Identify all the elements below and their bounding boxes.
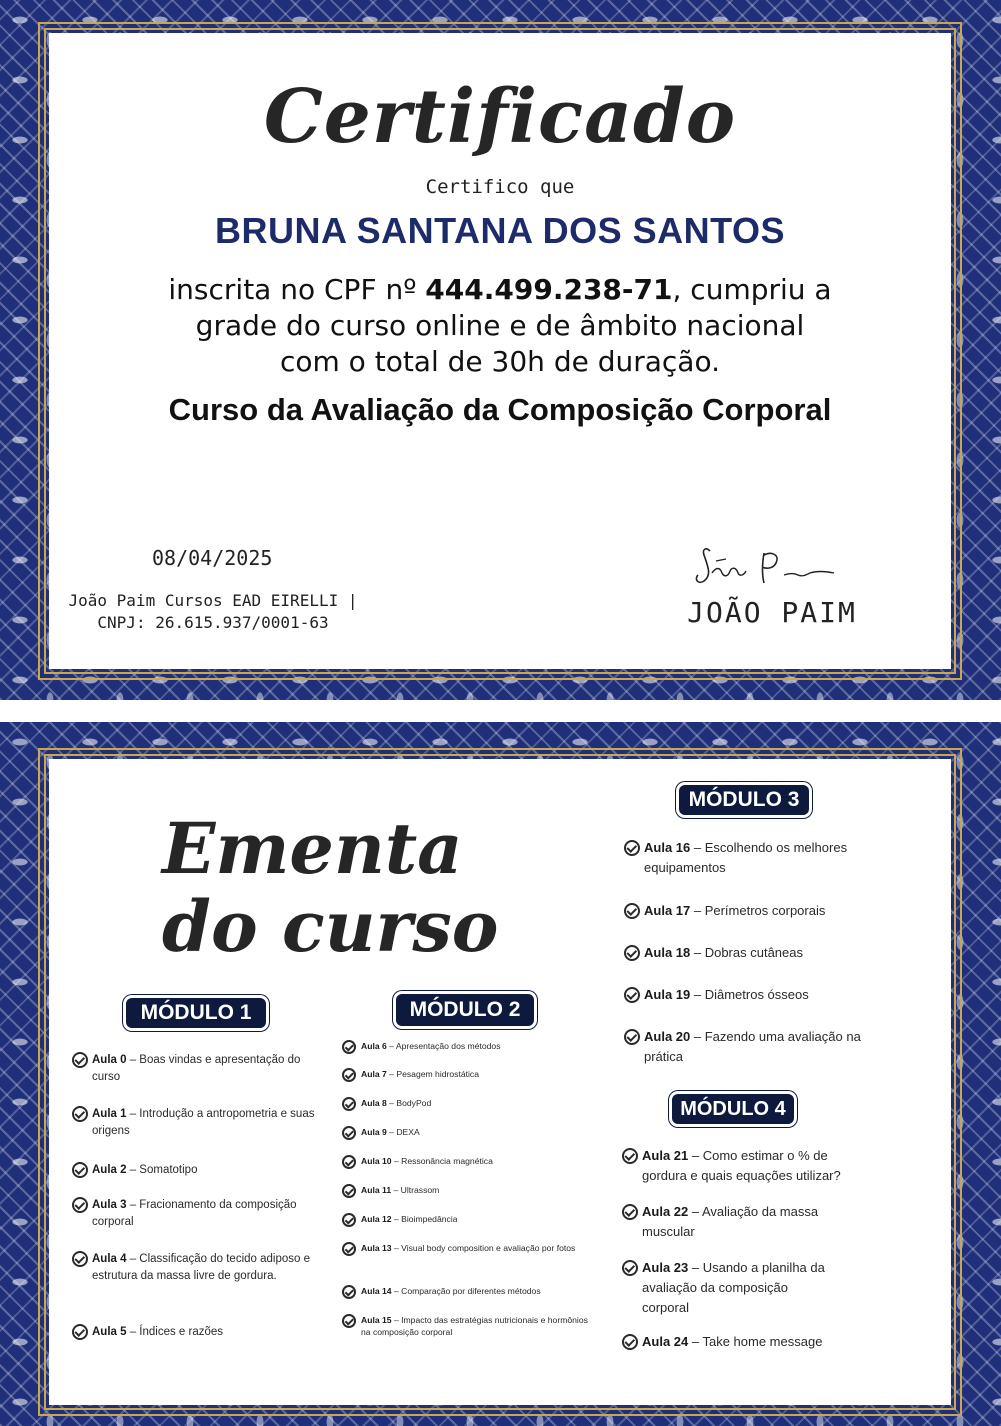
body-prefix: inscrita no CPF nº	[168, 273, 426, 306]
lesson-item: Aula 10 – Ressonância magnética	[342, 1155, 602, 1167]
lesson-item: Aula 18 – Dobras cutâneas	[624, 943, 884, 963]
lesson-item: Aula 22 – Avaliação da massa muscular	[622, 1202, 822, 1242]
check-circle-icon	[342, 1213, 356, 1227]
lesson-item: Aula 17 – Perímetros corporais	[624, 901, 884, 921]
signer-name: JOÃO PAIM	[687, 596, 857, 629]
check-circle-icon	[342, 1314, 356, 1328]
check-circle-icon	[622, 1260, 638, 1276]
lesson-item: Aula 16 – Escolhendo os melhores equipamentos	[624, 838, 884, 878]
check-circle-icon	[622, 1204, 638, 1220]
certificate-title: Certificado	[263, 74, 737, 160]
check-circle-icon	[342, 1068, 356, 1082]
check-circle-icon	[72, 1052, 88, 1068]
check-circle-icon	[72, 1197, 88, 1213]
check-circle-icon	[342, 1242, 356, 1256]
check-circle-icon	[342, 1040, 356, 1054]
lesson-item: Aula 8 – BodyPod	[342, 1097, 602, 1109]
check-circle-icon	[342, 1155, 356, 1169]
check-circle-icon	[624, 840, 640, 856]
module-badge: MÓDULO 1	[126, 998, 266, 1028]
syllabus-title-line2: do curso	[162, 885, 499, 968]
check-circle-icon	[342, 1285, 356, 1299]
company-name: João Paim Cursos EAD EIRELLI |	[68, 591, 358, 610]
lesson-item: Aula 4 – Classificação do tecido adiposo e estrutura da massa livre de gordura.	[72, 1251, 322, 1285]
lesson-item: Aula 9 – DEXA	[342, 1126, 602, 1138]
syllabus-page	[0, 722, 1001, 1426]
check-circle-icon	[624, 903, 640, 919]
check-circle-icon	[342, 1126, 356, 1140]
lesson-item: Aula 15 – Impacto das estratégias nutricionais e hormônios na composição corporal	[342, 1314, 592, 1338]
module-badge: MÓDULO 4	[672, 1094, 794, 1124]
student-name: BRUNA SANTANA DOS SANTOS	[214, 210, 786, 251]
check-circle-icon	[622, 1334, 638, 1350]
syllabus-title	[162, 807, 522, 968]
lesson-item: Aula 6 – Apresentação dos métodos	[342, 1040, 602, 1052]
body-line1-suffix: , cumpriu a	[672, 273, 832, 306]
lesson-item: Aula 24 – Take home message	[622, 1332, 882, 1352]
body-line3: com o total de 30h de duração.	[279, 345, 720, 378]
module-badge: MÓDULO 2	[396, 994, 534, 1026]
module-badge: MÓDULO 3	[679, 785, 809, 815]
lesson-item: Aula 0 – Boas vindas e apresentação do curso	[72, 1052, 322, 1086]
lesson-item: Aula 23 – Usando a planilha da avaliação da composição corporal	[622, 1258, 832, 1318]
lesson-item: Aula 21 – Como estimar o % de gordura e quais equações utilizar?	[622, 1146, 862, 1186]
certificate-intro: Certifico que	[425, 176, 575, 198]
syllabus-frame	[52, 762, 948, 1402]
lesson-item: Aula 7 – Pesagem hidrostática	[342, 1068, 602, 1080]
lesson-item: Aula 20 – Fazendo uma avaliação na prática	[624, 1027, 884, 1067]
company-cnpj: CNPJ: 26.615.937/0001-63	[97, 613, 329, 632]
lesson-item: Aula 1 – Introdução a antropometria e suas origens	[72, 1106, 322, 1140]
certificate-page	[0, 0, 1001, 700]
certificate-frame	[52, 36, 948, 666]
check-circle-icon	[622, 1148, 638, 1164]
handwritten-signature	[692, 541, 852, 591]
lesson-item: Aula 2 – Somatotipo	[72, 1162, 322, 1179]
check-circle-icon	[72, 1324, 88, 1340]
check-circle-icon	[72, 1251, 88, 1267]
lesson-item: Aula 14 – Comparação por diferentes métodos	[342, 1285, 602, 1297]
lesson-item: Aula 3 – Fracionamento da composição corporal	[72, 1197, 322, 1231]
check-circle-icon	[72, 1106, 88, 1122]
check-circle-icon	[624, 1029, 640, 1045]
company-info	[68, 590, 358, 634]
issue-date: 08/04/2025	[152, 546, 273, 570]
lesson-item: Aula 11 – Ultrassom	[342, 1184, 602, 1196]
cpf-number: 444.499.238-71	[425, 273, 673, 306]
check-circle-icon	[342, 1184, 356, 1198]
check-circle-icon	[342, 1097, 356, 1111]
check-circle-icon	[72, 1162, 88, 1178]
lesson-item: Aula 12 – Bioimpedância	[342, 1213, 602, 1225]
certificate-body	[92, 272, 908, 380]
check-circle-icon	[624, 987, 640, 1003]
course-name: Curso da Avaliação da Composição Corporal	[168, 392, 832, 427]
page-gap	[0, 700, 1001, 722]
lesson-item: Aula 13 – Visual body composition e avaliação por fotos	[342, 1242, 592, 1254]
check-circle-icon	[624, 945, 640, 961]
lesson-item: Aula 5 – Índices e razões	[72, 1324, 322, 1341]
syllabus-title-line1: Ementa	[162, 807, 463, 890]
lesson-item: Aula 19 – Diâmetros ósseos	[624, 985, 884, 1005]
body-line2: grade do curso online e de âmbito nacional	[195, 309, 805, 342]
